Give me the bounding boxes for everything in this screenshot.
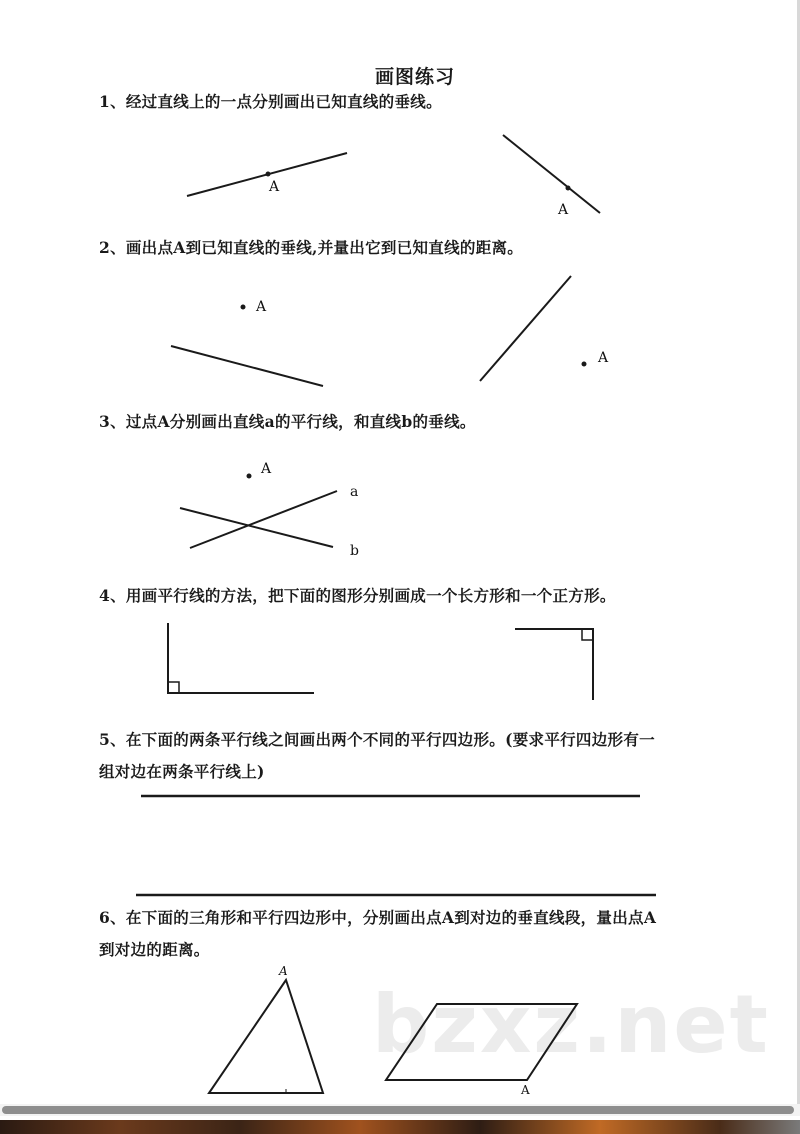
- question-3: 3、过点A分别画出直线a的平行线，和直线b的垂线。: [99, 412, 476, 431]
- q3-line-b: [180, 508, 333, 547]
- q3-line-a: [190, 491, 337, 548]
- question-4: 4、用画平行线的方法，把下面的图形分别画成一个长方形和一个正方形。: [99, 586, 616, 605]
- q2-left-label: A: [256, 299, 267, 315]
- q3-point-label: A: [261, 461, 272, 477]
- q4-right-right-angle-mark: [582, 629, 593, 640]
- q4-left-angle: [168, 623, 314, 693]
- q3-line-a-label: a: [350, 484, 359, 500]
- question-1: 1、经过直线上的一点分别画出已知直线的垂线。: [99, 92, 442, 111]
- horizontal-scrollbar[interactable]: [0, 1104, 800, 1116]
- watermark: bzxz.net: [372, 978, 770, 1071]
- question-5-line-2: 组对边在两条平行线上): [99, 762, 265, 781]
- question-2: 2、画出点A到已知直线的垂线,并量出它到已知直线的距离。: [99, 238, 524, 257]
- q2-left-point: [241, 305, 246, 310]
- scrollbar-thumb[interactable]: [2, 1106, 794, 1114]
- q1-right-point: [566, 186, 571, 191]
- q1-right-label: A: [558, 202, 569, 218]
- q2-right-line: [480, 276, 571, 381]
- question-6-line-2: 到对边的距离。: [99, 940, 210, 959]
- q1-left-point: [266, 172, 271, 177]
- q3-line-b-label: b: [350, 543, 359, 559]
- question-5-line-1: 5、在下面的两条平行线之间画出两个不同的平行四边形。(要求平行四边形有一: [99, 730, 655, 749]
- q6-triangle-label: A: [279, 964, 288, 978]
- q2-left-line: [171, 346, 323, 386]
- q2-right-label: A: [598, 350, 609, 366]
- page-title: 画图练习: [374, 66, 455, 88]
- q6-triangle: [209, 980, 323, 1093]
- q4-left-right-angle-mark: [168, 682, 179, 693]
- desktop-background-strip: [0, 1120, 800, 1134]
- q3-point: [247, 474, 252, 479]
- q2-right-point: [582, 362, 587, 367]
- q1-left-label: A: [269, 179, 280, 195]
- q6-parallelogram-label: A: [521, 1083, 530, 1097]
- question-6-line-1: 6、在下面的三角形和平行四边形中，分别画出点A到对边的垂直线段，量出点A: [99, 908, 657, 927]
- q6-parallelogram: [386, 1004, 577, 1080]
- q1-right-line: [503, 135, 600, 213]
